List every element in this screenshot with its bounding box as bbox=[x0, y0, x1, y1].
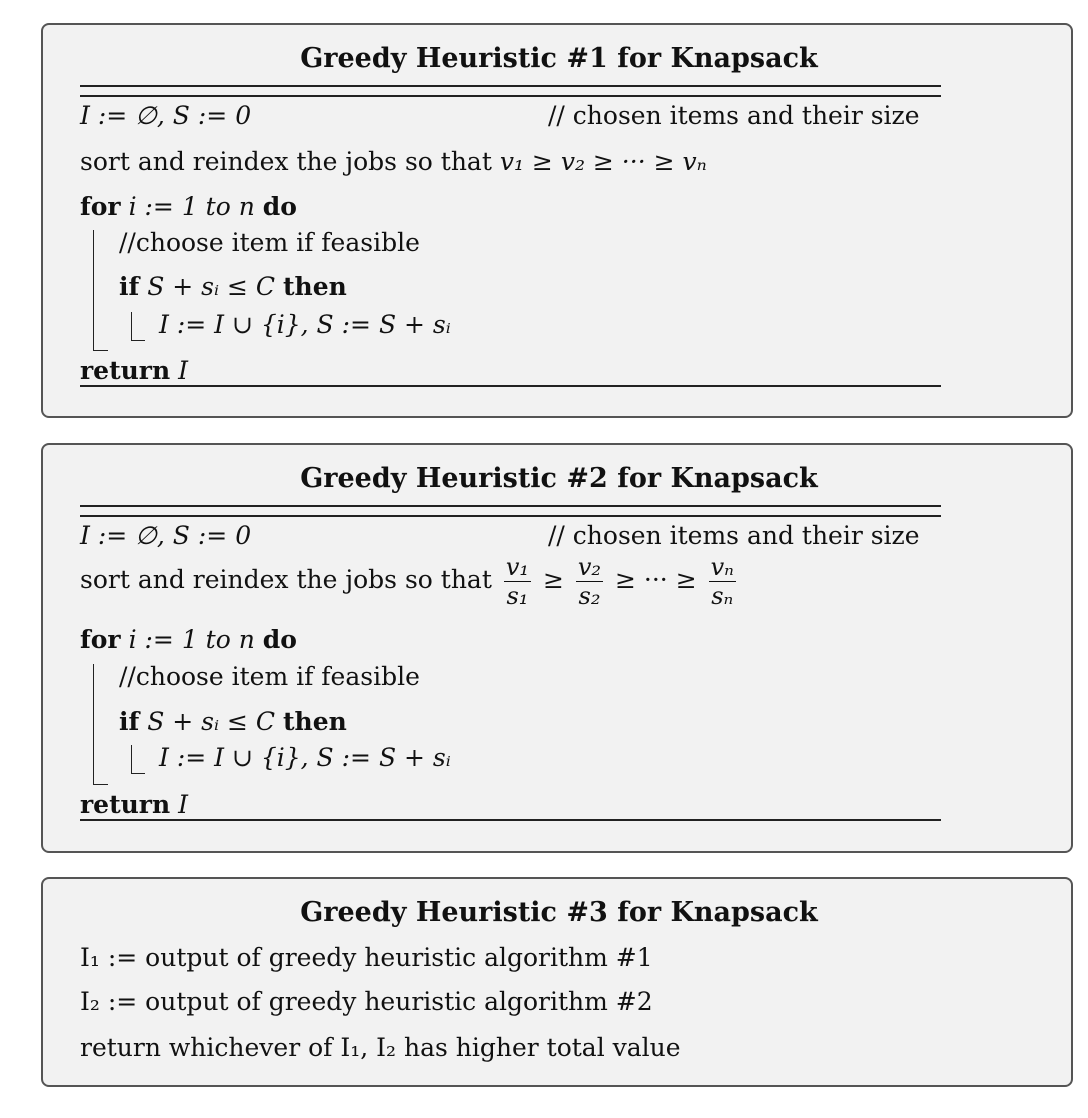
then-keyword: then bbox=[282, 707, 347, 736]
title-rule-top bbox=[80, 85, 941, 87]
algorithm-title: Greedy Heuristic #3 for Knapsack bbox=[300, 897, 818, 928]
sort-prefix: sort and reindex the jobs so that bbox=[80, 147, 492, 176]
assign-expression: I := I ∪ {i}, S := S + sᵢ bbox=[159, 310, 451, 339]
sort-line bbox=[80, 147, 707, 176]
if-line bbox=[119, 707, 347, 736]
for-expression: i := 1 to n bbox=[128, 625, 255, 654]
step-line-3: return whichever of I₁, I₂ has higher total value bbox=[80, 1033, 681, 1062]
step-line-1: I₁ := output of greedy heuristic algorithm #1 bbox=[80, 943, 653, 972]
if-block-end bbox=[131, 340, 145, 341]
if-block-bar bbox=[131, 312, 132, 340]
ratio-fraction-2: $\frac{\text{v₂}}{\text{s₂}}$ bbox=[577, 553, 602, 610]
init-comment: // chosen items and their size bbox=[548, 521, 920, 550]
sort-prefix: sort and reindex the jobs so that bbox=[80, 565, 492, 594]
geq-sign: ≥ bbox=[542, 565, 564, 594]
loop-block-bar bbox=[93, 664, 94, 784]
loop-block-end bbox=[93, 784, 108, 785]
algorithm-bottom-rule bbox=[80, 819, 941, 821]
init-line: I := ∅, S := 0 bbox=[80, 521, 252, 550]
ratio-fraction-n: $\frac{\text{vₙ}}{\text{sₙ}}$ bbox=[710, 553, 734, 610]
for-keyword: for bbox=[80, 625, 121, 654]
return-line bbox=[80, 356, 188, 385]
for-line bbox=[80, 192, 297, 221]
algorithm-title: Greedy Heuristic #1 for Knapsack bbox=[300, 43, 818, 74]
return-line bbox=[80, 790, 188, 819]
for-line bbox=[80, 625, 297, 654]
assign-line bbox=[159, 310, 451, 339]
if-condition: S + sᵢ ≤ C bbox=[147, 272, 276, 301]
return-value: I bbox=[178, 356, 188, 385]
if-block-bar bbox=[131, 745, 132, 773]
title-rule-top bbox=[80, 505, 941, 507]
sort-line bbox=[80, 553, 740, 610]
then-keyword: then bbox=[282, 272, 347, 301]
if-block-end bbox=[131, 773, 145, 774]
loop-block-end bbox=[93, 350, 108, 351]
return-keyword: return bbox=[80, 790, 171, 819]
algorithm-bottom-rule bbox=[80, 385, 941, 387]
ellipsis-geq: ≥ ··· ≥ bbox=[615, 565, 697, 594]
do-keyword: do bbox=[262, 192, 297, 221]
assign-line bbox=[159, 743, 451, 772]
loop-comment: //choose item if feasible bbox=[119, 228, 420, 257]
algorithm-title: Greedy Heuristic #2 for Knapsack bbox=[300, 463, 818, 494]
if-condition: S + sᵢ ≤ C bbox=[147, 707, 276, 736]
init-comment: // chosen items and their size bbox=[548, 101, 920, 130]
step-line-2: I₂ := output of greedy heuristic algorithm #2 bbox=[80, 987, 653, 1016]
return-value: I bbox=[178, 790, 188, 819]
assign-expression: I := I ∪ {i}, S := S + sᵢ bbox=[159, 743, 451, 772]
if-keyword: if bbox=[119, 272, 140, 301]
do-keyword: do bbox=[262, 625, 297, 654]
algorithm-box-1 bbox=[41, 23, 1073, 418]
init-line: I := ∅, S := 0 bbox=[80, 101, 252, 130]
if-line bbox=[119, 272, 347, 301]
title-rule-bottom bbox=[80, 95, 941, 97]
loop-block-bar bbox=[93, 230, 94, 350]
return-keyword: return bbox=[80, 356, 171, 385]
for-expression: i := 1 to n bbox=[128, 192, 255, 221]
algorithm-box-3 bbox=[41, 877, 1073, 1087]
ratio-fraction-1: $\frac{\text{v₁}}{\text{s₁}}$ bbox=[505, 553, 530, 610]
sort-condition: v₁ ≥ v₂ ≥ ··· ≥ vₙ bbox=[499, 147, 707, 176]
title-rule-bottom bbox=[80, 515, 941, 517]
loop-comment: //choose item if feasible bbox=[119, 662, 420, 691]
for-keyword: for bbox=[80, 192, 121, 221]
if-keyword: if bbox=[119, 707, 140, 736]
algorithm-box-2 bbox=[41, 443, 1073, 853]
